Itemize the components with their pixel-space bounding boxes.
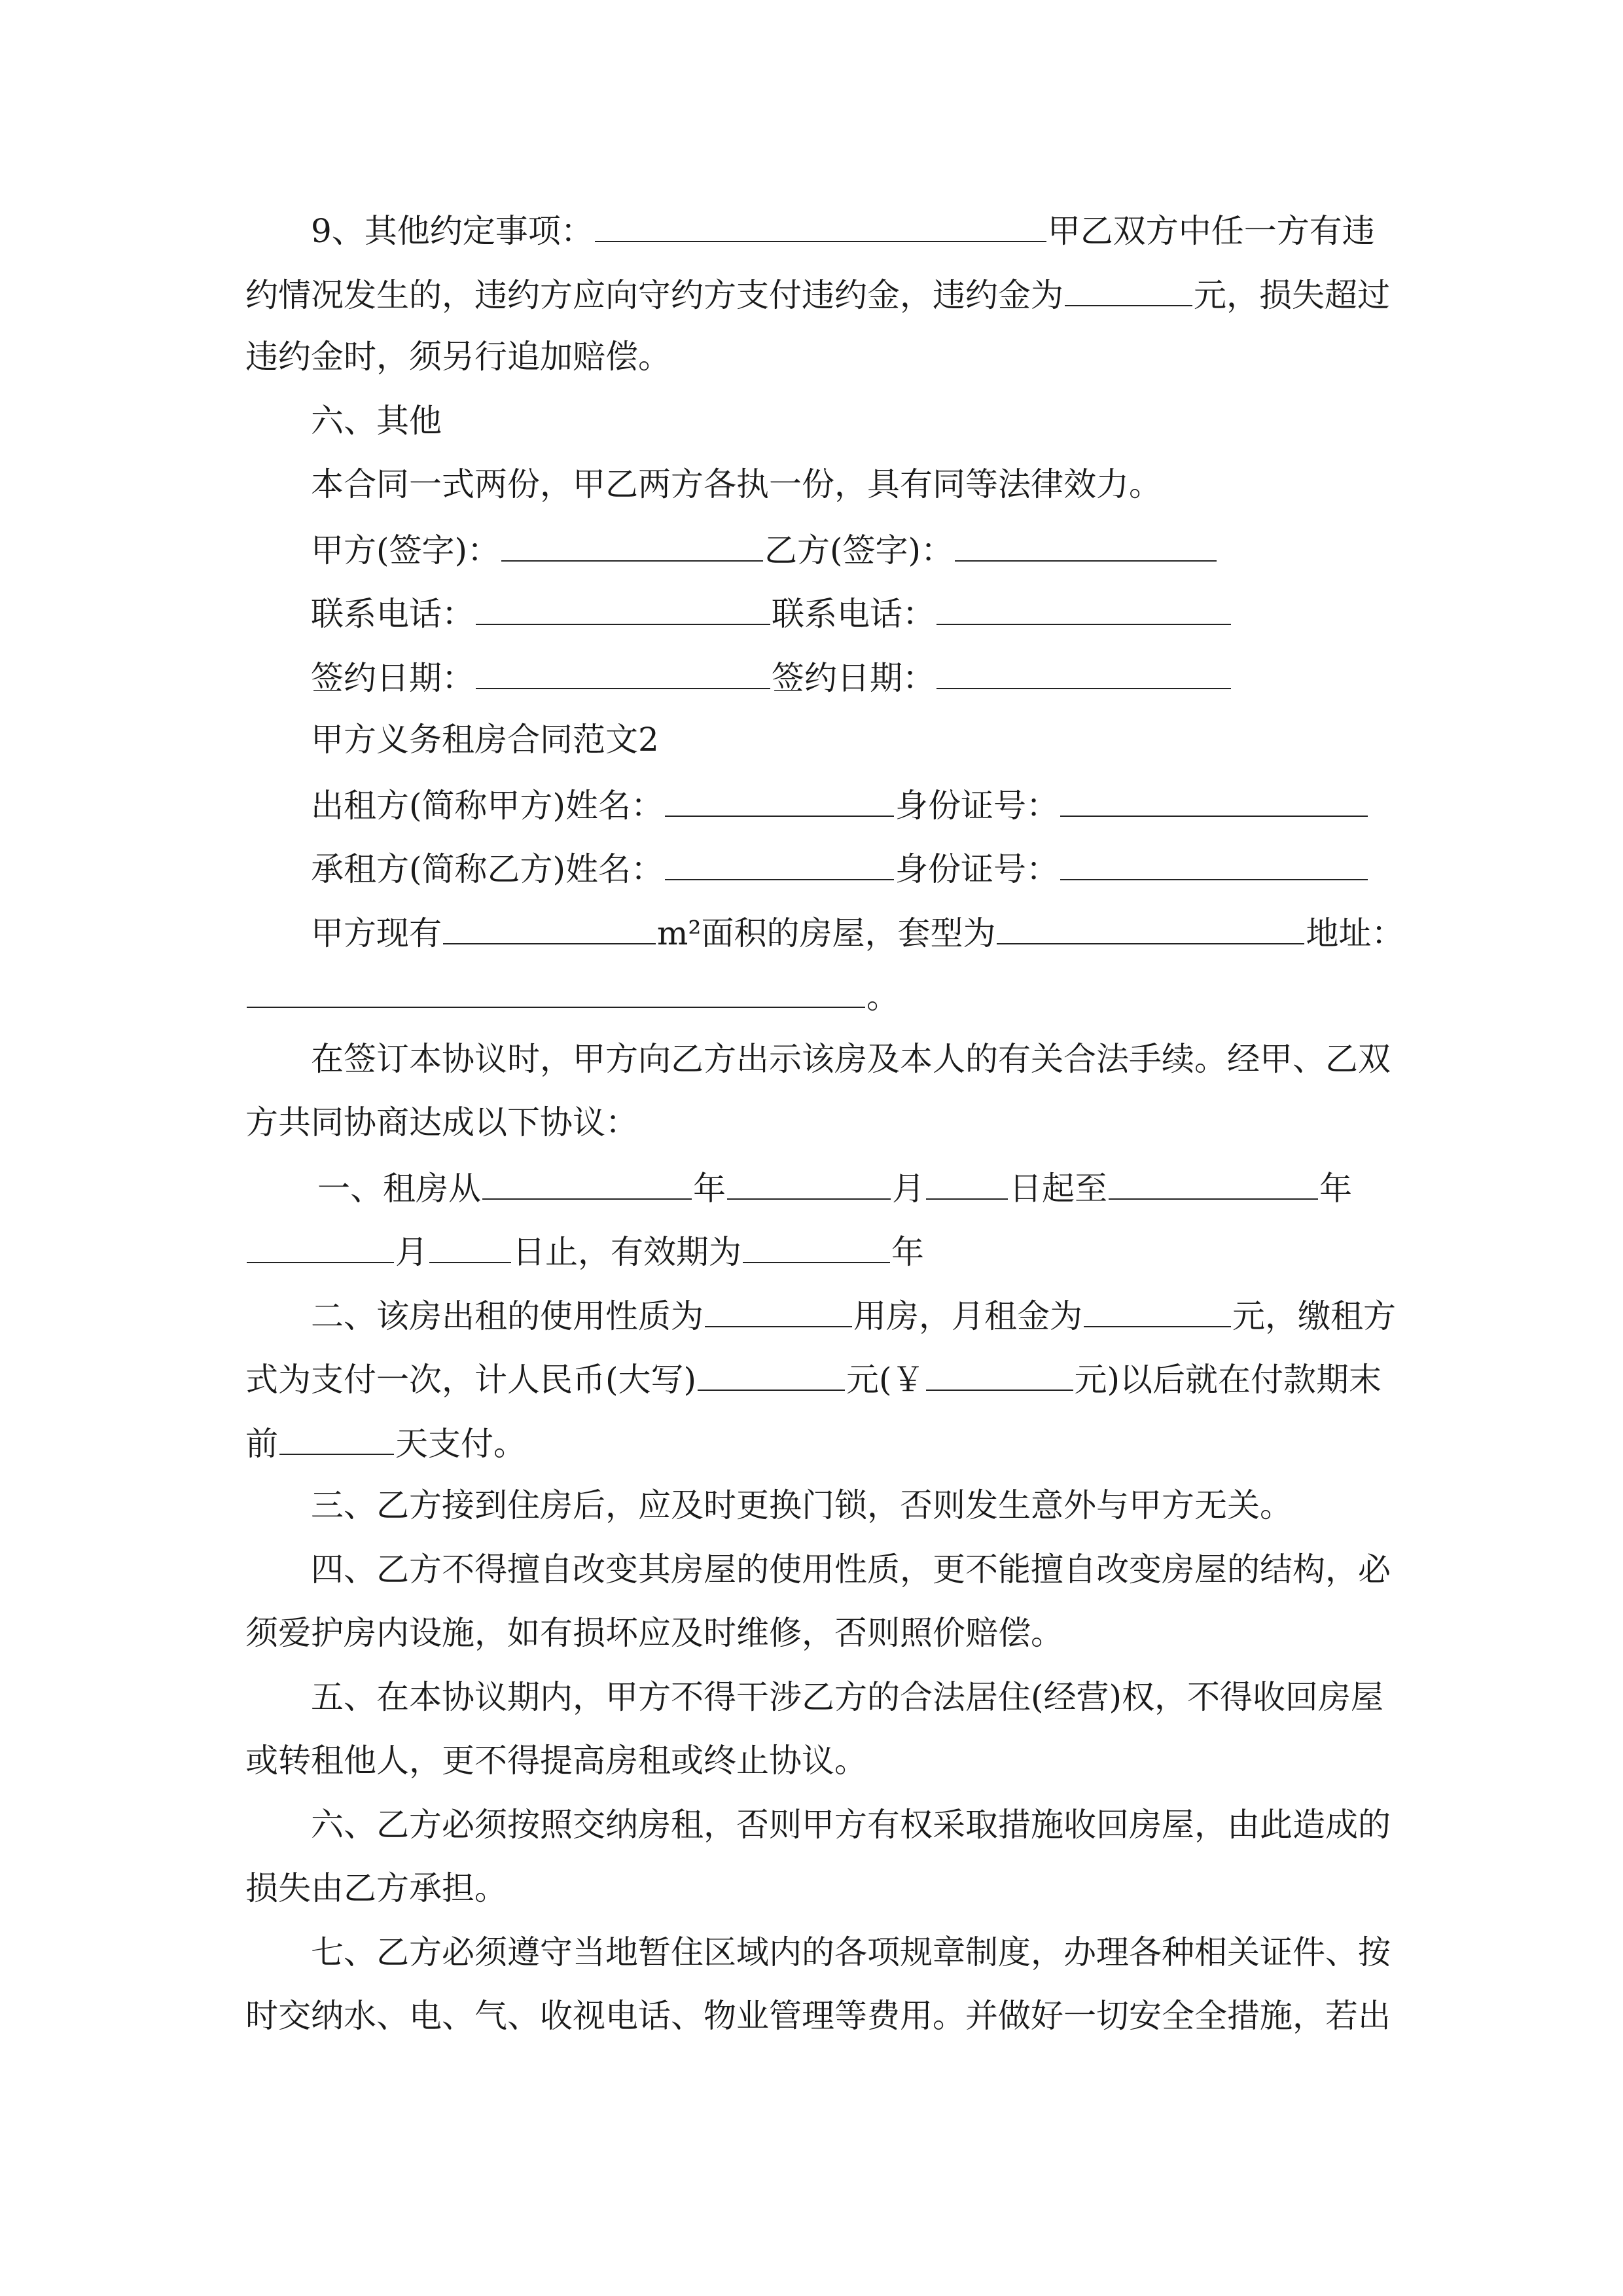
- day-label: 日起至: [1009, 1170, 1107, 1208]
- monthly-rent-field[interactable]: [1084, 1295, 1231, 1327]
- clause-2-line-3: [245, 1422, 526, 1462]
- lessor-id-field[interactable]: [1060, 784, 1368, 817]
- clause-9-text: 甲乙双方中任一方有违: [1047, 212, 1375, 250]
- start-day-field[interactable]: [926, 1167, 1008, 1200]
- month-label: 月: [892, 1170, 925, 1208]
- payment-days-field[interactable]: [279, 1422, 394, 1455]
- clause-9-text: 约情况发生的，违约方应向守约方支付违约金，违约金为: [245, 276, 1063, 314]
- start-month-field[interactable]: [727, 1167, 891, 1200]
- clause-1-text: 一、租房从: [317, 1170, 481, 1208]
- lessee-name-label: 承租方(简称乙方)姓名：: [311, 850, 664, 888]
- end-day-field[interactable]: [429, 1230, 511, 1263]
- clause-2-text: 元，缴租方: [1232, 1297, 1396, 1335]
- date-row: [311, 656, 1232, 696]
- date-a-field[interactable]: [476, 656, 770, 689]
- house-type-field[interactable]: [997, 912, 1304, 944]
- clause-2-text: 元(￥: [846, 1361, 925, 1399]
- clause-9-line-3: [245, 337, 671, 376]
- date-a-label: 签约日期：: [311, 659, 474, 697]
- address-row: [245, 975, 899, 1014]
- clause-6-line-2: 损失由乙方承担。: [245, 1869, 507, 1907]
- amount-number-field[interactable]: [926, 1358, 1073, 1391]
- clause-2-text: 用房，月租金为: [853, 1297, 1082, 1335]
- lessor-id-label: 身份证号：: [895, 787, 1060, 825]
- clause-1-text: 日止，有效期为: [512, 1233, 741, 1271]
- house-area-field[interactable]: [443, 912, 656, 944]
- lessee-id-field[interactable]: [1060, 848, 1368, 880]
- clause-2-text: 天支付。: [395, 1425, 526, 1463]
- address-field[interactable]: [247, 975, 865, 1008]
- end-month-field[interactable]: [247, 1230, 394, 1263]
- clause-4-line-2: 须爱护房内设施，如有损坏应及时维修，否则照价赔偿。: [245, 1614, 1063, 1652]
- phone-b-field[interactable]: [936, 592, 1231, 625]
- phone-a-field[interactable]: [476, 592, 770, 625]
- phone-row: [311, 592, 1232, 632]
- start-year-field[interactable]: [482, 1167, 692, 1200]
- clause-9-text: 元，损失超过: [1194, 276, 1390, 314]
- house-row: [311, 912, 1404, 951]
- party-b-sign-label: 乙方(签字)：: [764, 531, 954, 569]
- section-6-heading: 六、其他: [311, 402, 442, 440]
- clause-6-line-1: 六、乙方必须按照交纳房租，否则甲方有权采取措施收回房屋，由此造成的: [311, 1806, 1391, 1844]
- amount-words-field[interactable]: [698, 1358, 845, 1391]
- end-year-field[interactable]: [1109, 1167, 1318, 1200]
- intro-line-2: 方共同协商达成以下协议：: [245, 1103, 638, 1141]
- clause-4-line-1: 四、乙方不得擅自改变其房屋的使用性质，更不能擅自改变房屋的结构，必: [311, 1551, 1391, 1588]
- clause-2-text: 式为支付一次，计人民币(大写): [245, 1361, 697, 1399]
- signature-row: [311, 529, 1218, 568]
- clause-9-line-2: [245, 274, 1390, 313]
- year-label: 年: [891, 1233, 924, 1271]
- lessor-row: [311, 784, 1369, 823]
- party-b-sign-field[interactable]: [955, 529, 1217, 562]
- blank-field[interactable]: [1065, 274, 1192, 306]
- phone-a-label: 联系电话：: [311, 595, 474, 633]
- clause-2-line-2: [245, 1358, 1382, 1397]
- usage-field[interactable]: [705, 1295, 852, 1327]
- clause-1-line-2: [245, 1230, 924, 1270]
- house-address-label: 地址：: [1306, 914, 1404, 952]
- phone-b-label: 联系电话：: [772, 595, 935, 633]
- clause-2-text: 前: [245, 1425, 278, 1463]
- house-text: m²面积的房屋，套型为: [657, 914, 996, 952]
- month-label: 月: [395, 1233, 428, 1271]
- lessor-name-label: 出租方(简称甲方)姓名：: [311, 787, 664, 825]
- clause-7-line-1: 七、乙方必须遵守当地暂住区域内的各项规章制度，办理各种相关证件、按: [311, 1933, 1391, 1971]
- lessee-row: [311, 848, 1369, 887]
- clause-2-text: 二、该房出租的使用性质为: [311, 1297, 704, 1335]
- contract-2-title: 甲方义务租房合同范文2: [311, 721, 659, 759]
- year-label: 年: [1319, 1170, 1352, 1208]
- clause-9-label: 9、其他约定事项：: [311, 212, 594, 250]
- clause-2-line-1: [311, 1295, 1396, 1334]
- house-text: 甲方现有: [311, 914, 442, 952]
- clause-3: 三、乙方接到住房后，应及时更换门锁，否则发生意外与甲方无关。: [311, 1486, 1293, 1524]
- party-a-sign-label: 甲方(签字)：: [311, 531, 501, 569]
- clause-5-line-2: 或转租他人，更不得提高房租或终止协议。: [245, 1742, 867, 1780]
- date-b-field[interactable]: [936, 656, 1231, 689]
- lessee-name-field[interactable]: [665, 848, 894, 880]
- copies-statement: 本合同一式两份，甲乙两方各执一份，具有同等法律效力。: [311, 465, 1162, 503]
- clause-1-line-1: [317, 1167, 1352, 1206]
- clause-7-line-2: 时交纳水、电、气、收视电话、物业管理等费用。并做好一切安全全措施，若出: [245, 1997, 1391, 2035]
- year-label: 年: [693, 1170, 726, 1208]
- intro-line-1: 在签订本协议时，甲方向乙方出示该房及本人的有关合法手续。经甲、乙双: [311, 1040, 1391, 1078]
- lessor-name-field[interactable]: [665, 784, 894, 817]
- clause-9-text: 违约金时，须另行追加赔偿。: [245, 338, 671, 376]
- clause-9-line-1: [311, 209, 1375, 249]
- lessee-id-label: 身份证号：: [895, 850, 1060, 888]
- address-end: 。: [866, 978, 899, 1016]
- clause-2-text: 元)以后就在付款期末: [1074, 1361, 1382, 1399]
- date-b-label: 签约日期：: [772, 659, 935, 697]
- party-a-sign-field[interactable]: [501, 529, 763, 562]
- clause-5-line-1: 五、在本协议期内，甲方不得干涉乙方的合法居住(经营)权，不得收回房屋: [311, 1678, 1384, 1716]
- blank-field[interactable]: [595, 209, 1046, 242]
- duration-field[interactable]: [743, 1230, 890, 1263]
